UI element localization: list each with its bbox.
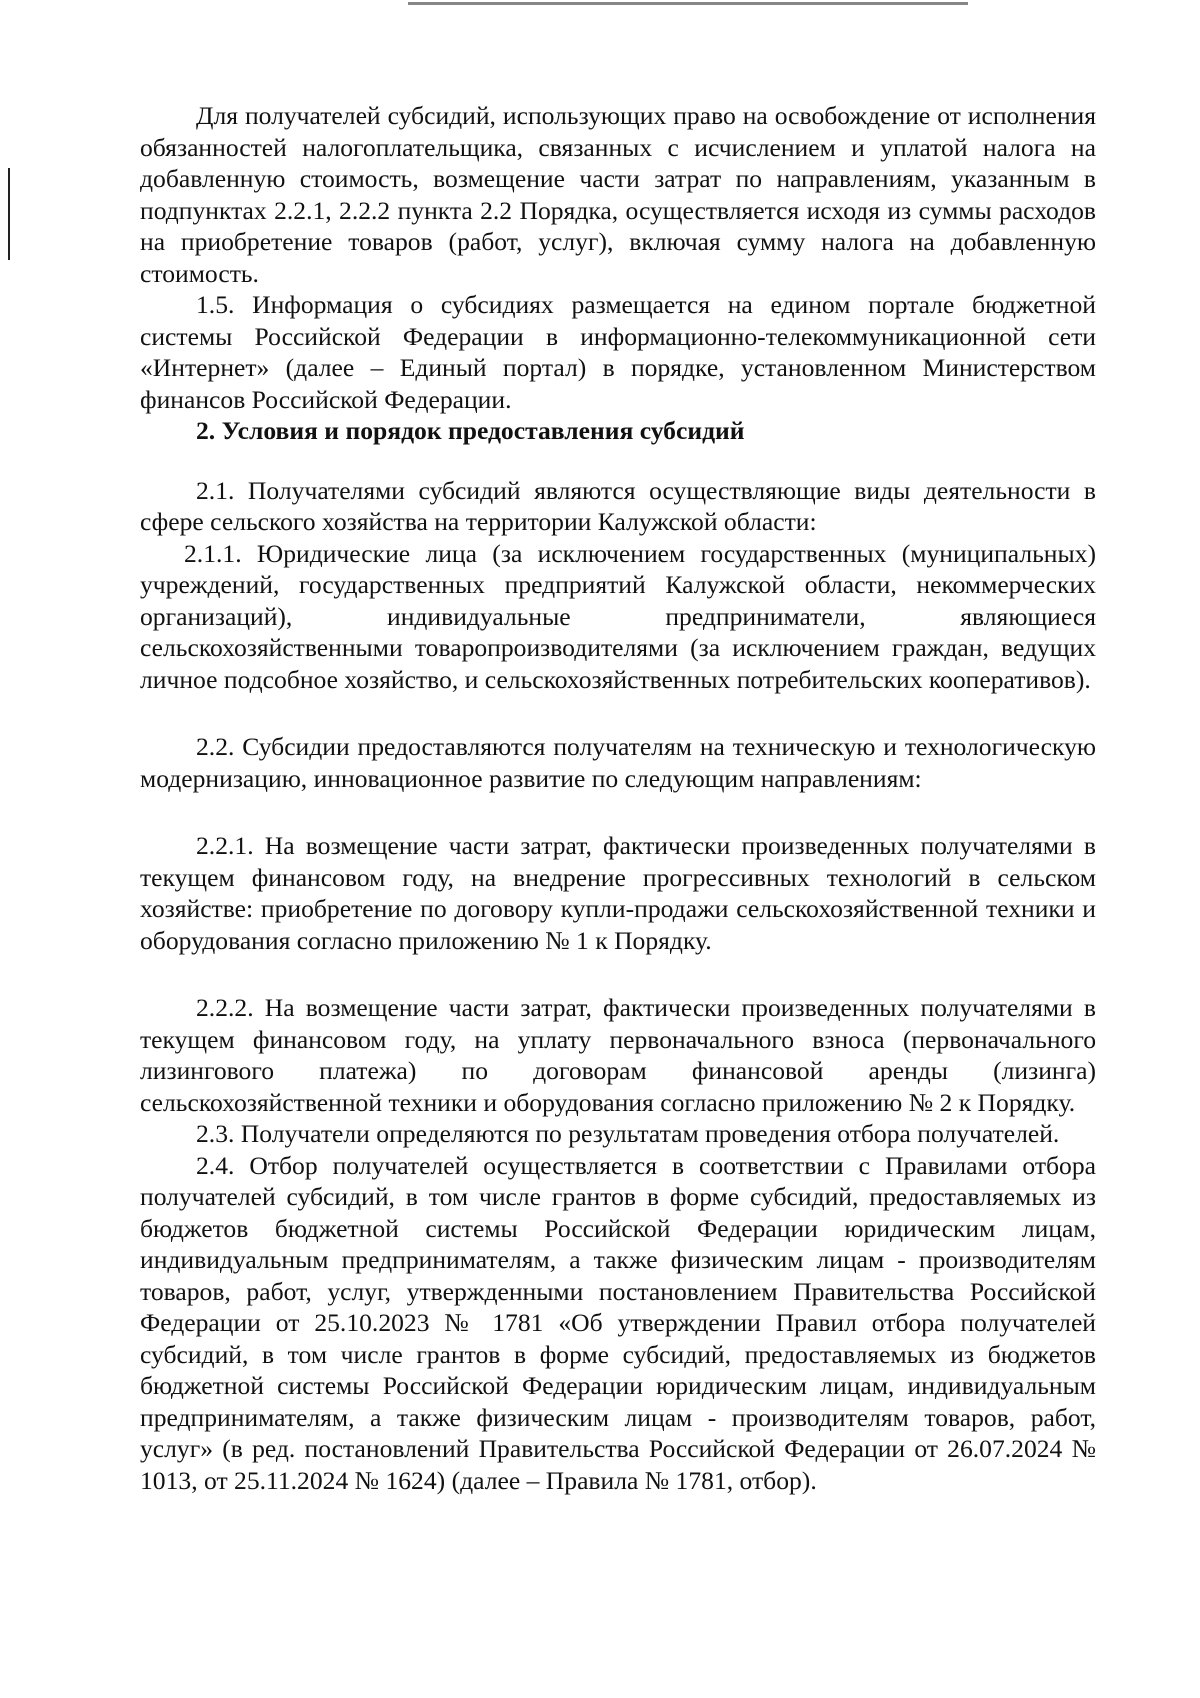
paragraph-2-3: 2.3. Получатели определяются по результатам проведения отбора получателей. <box>196 1119 1060 1148</box>
paragraph-2-2: 2.2. Субсидии предоставляются получателям на техническую и технологическую модернизацию, инновационное развитие по следующим направлениям: <box>140 732 1096 793</box>
paragraph-2-1: 2.1. Получателями субсидий являются осуществляющие виды деятельности в сфере сельского хозяйства на территории Калужской области: <box>140 475 1096 536</box>
paragraph-vat-exemption: Для получателей субсидий, использующих право на освобождение от исполнения обязанностей налогоплательщика, связанных с исчислением и уплатой налога на добавленную стоимость, возмещение части затрат по направлениям, указанным в подпунктах 2.2.1, 2.2.2 пункта 2.2 Порядка, осуществляется исходя из суммы расходов на приобретение товаров (работ, услуг), включая сумму налога на добавленную стоимость. <box>140 101 1096 288</box>
paragraph-2-2-1: 2.2.1. На возмещение части затрат, фактически произведенных получателями в текущем финансовом году, на внедрение прогрессивных технологий в сельском хозяйстве: приобретение по договору купли-продажи сельскохозяйственной техники и оборудования согласно приложению № 1 к Порядку. <box>140 831 1096 955</box>
paragraph-2-4: 2.4. Отбор получателей осуществляется в соответствии с Правилами отбора получателей субсидий, в том числе грантов в форме субсидий, предоставляемых из бюджетов бюджетной системы Российской Федерации юридическим лицам, индивидуальным предпринимателям, а также физическим лицам - производителям товаров, работ, услуг, утвержденными постановлением Правительства Российской Федерации от 25.10.2023 № 1781 «Об утверждении Правил отбора получателей субсидий, в том числе грантов в форме субсидий, предоставляемых из бюджетов бюджетной системы Российской Федерации юридическим лицам, индивидуальным предпринимателям, а также физическим лицам - производителям товаров, работ, услуг» (в ред. постановлений Правительства Российской Федерации от 26.07.2024 № 1013, от 25.11.2024 № 1624) (далее – Правила № 1781, отбор). <box>140 1150 1096 1495</box>
scan-top-rule <box>408 2 968 5</box>
section-2-heading: 2. Условия и порядок предоставления субсидий <box>196 416 745 445</box>
paragraph-2-2-2: 2.2.2. На возмещение части затрат, фактически произведенных получателями в текущем финансовом году, на уплату первоначального взноса (первоначального лизингового платежа) по договорам финансовой аренды (лизинга) сельскохозяйственной техники и оборудования согласно приложению № 2 к Порядку. <box>140 993 1096 1117</box>
document-body <box>140 100 1096 1496</box>
paragraph-2-1-1: 2.1.1. Юридические лица (за исключением государственных (муниципальных) учреждений, государственных предприятий Калужской области, некоммерческих организаций), индивидуальные предприниматели, являющиеся сельскохозяйственными товаропроизводителями (за исключением граждан, ведущих личное подсобное хозяйство, и сельскохозяйственных потребительских кооперативов). <box>140 538 1096 694</box>
scan-margin-mark <box>8 168 10 260</box>
paragraph-1-5: 1.5. Информация о субсидиях размещается на едином портале бюджетной системы Российской Федерации в информационно-телекоммуникационной сети «Интернет» (далее – Единый портал) в порядке, установленном Министерством финансов Российской Федерации. <box>140 290 1096 414</box>
